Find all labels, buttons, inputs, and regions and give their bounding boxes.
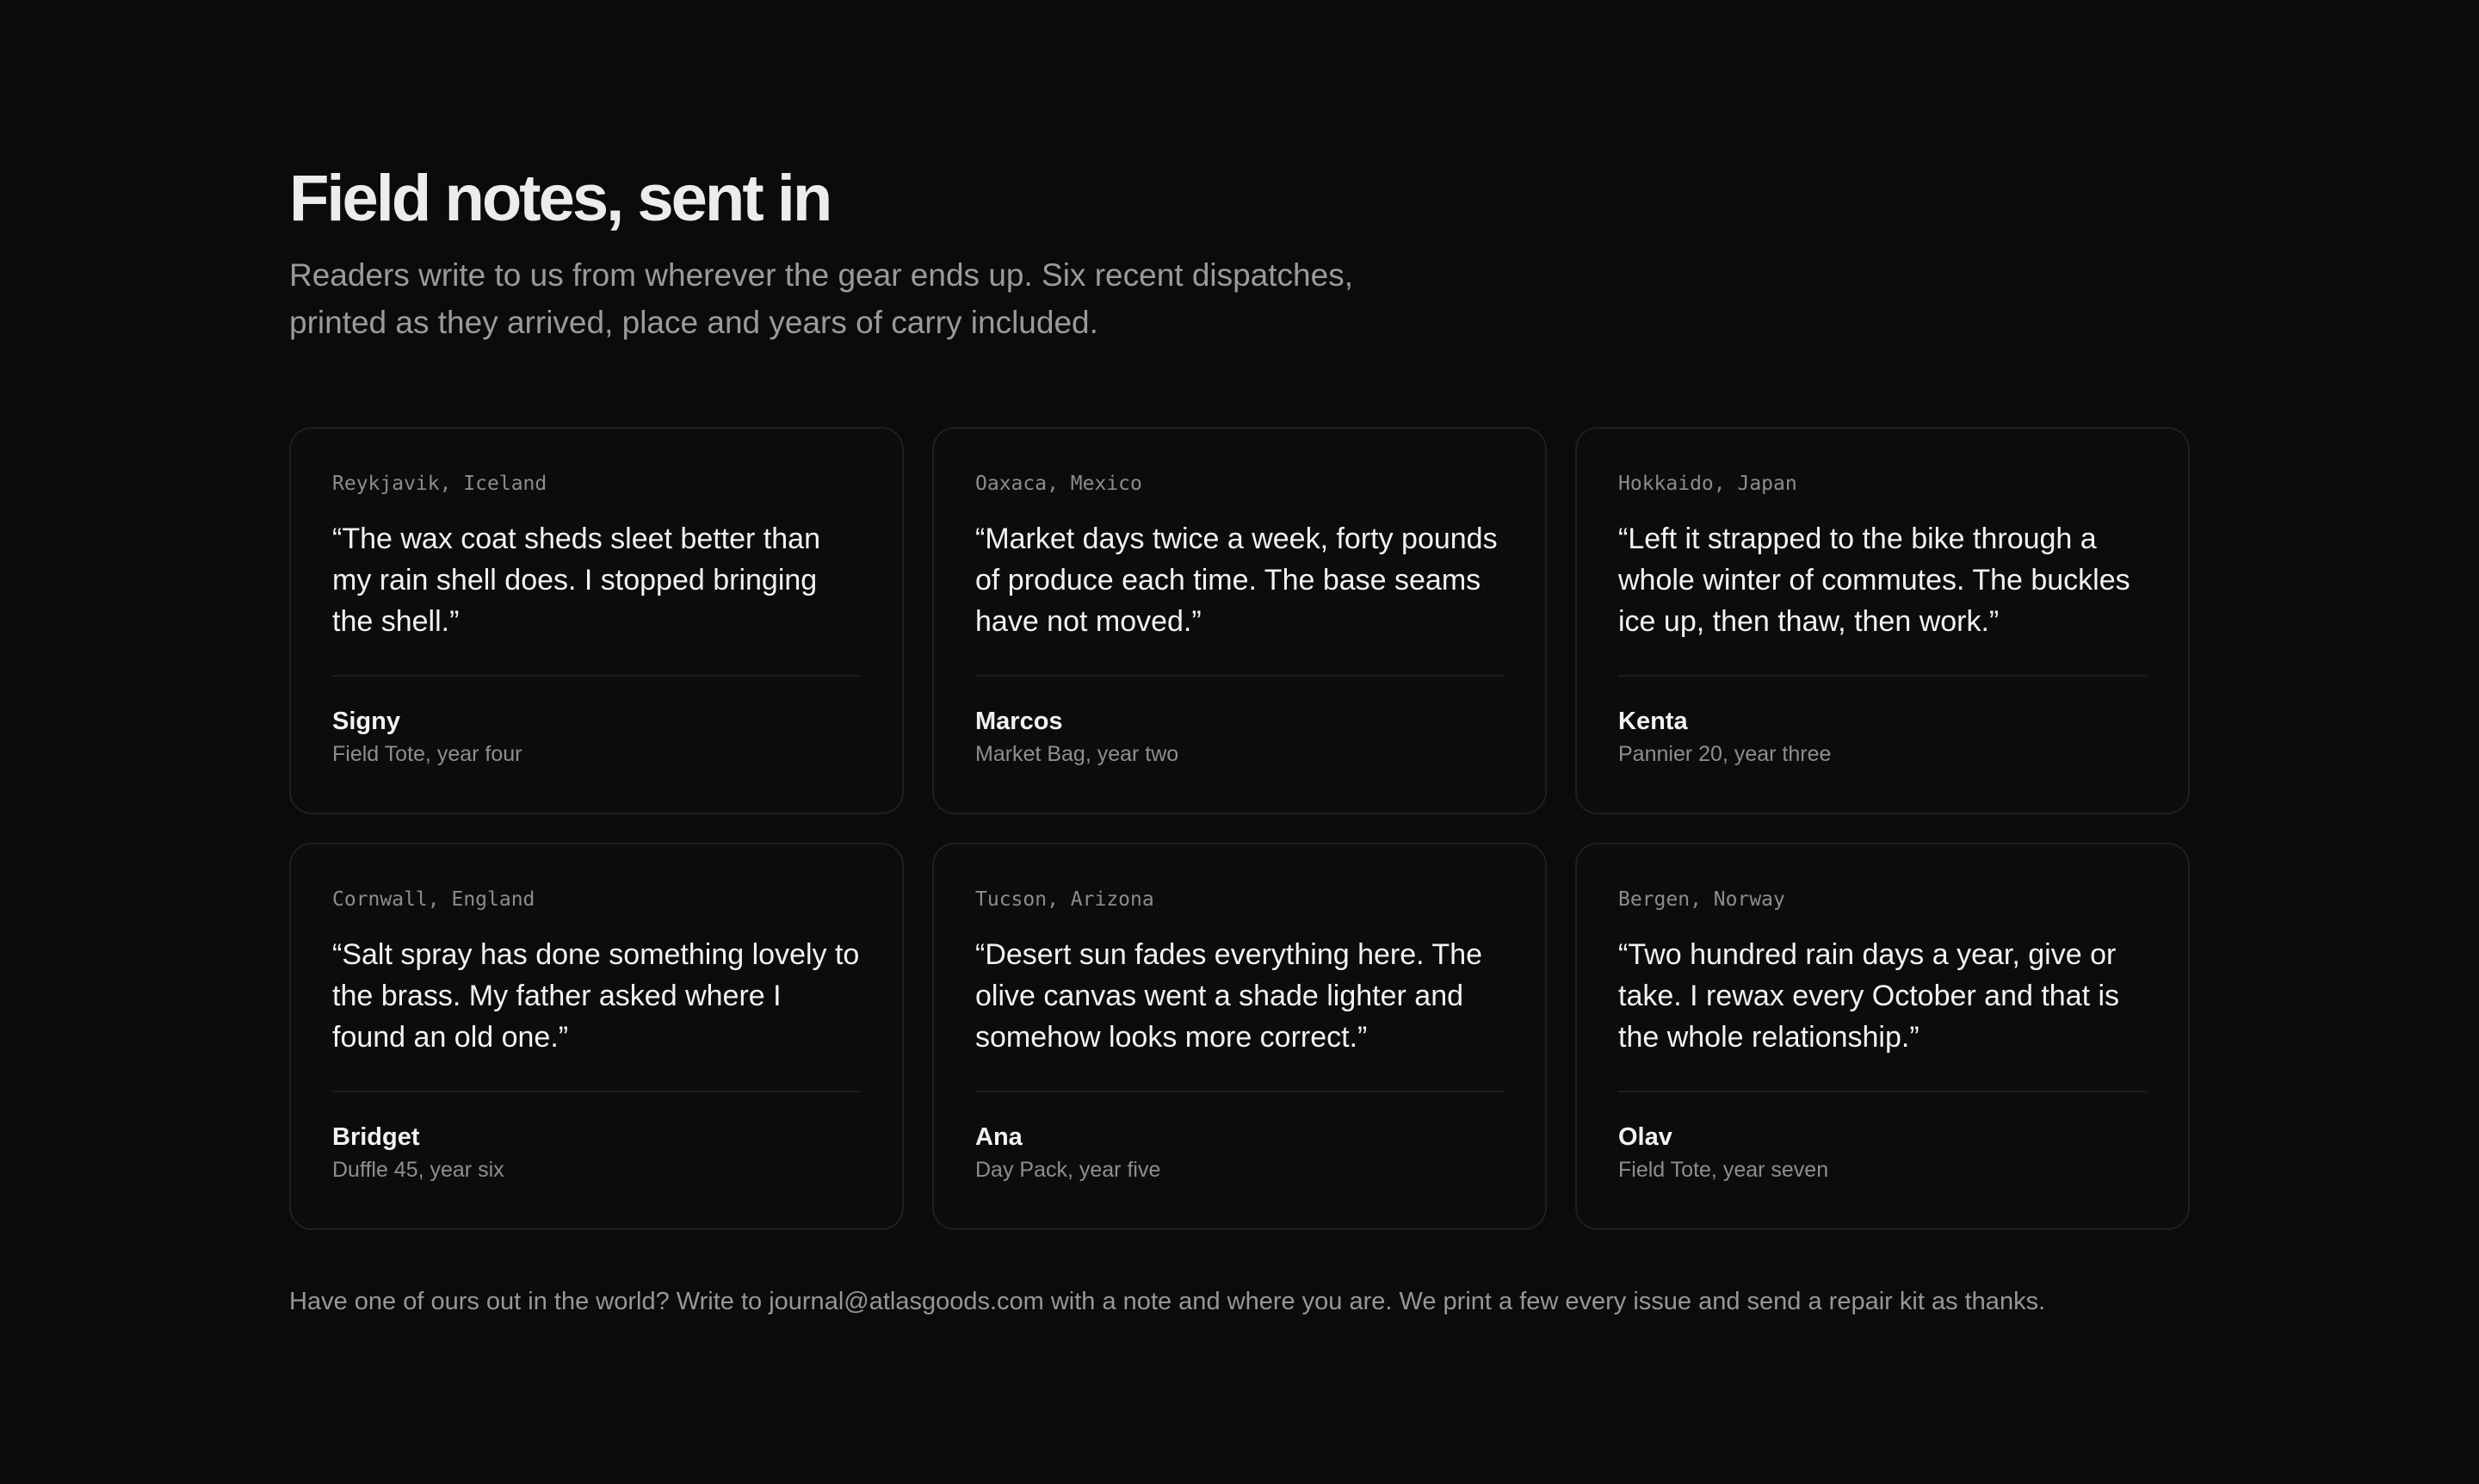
card-divider: [975, 1091, 1504, 1092]
testimonial-card: [932, 843, 1547, 1230]
card-author-detail: Field Tote, year four: [332, 742, 522, 766]
card-location: Oaxaca, Mexico: [975, 473, 1142, 495]
testimonial-card: [932, 427, 1547, 814]
card-quote: “The wax coat sheds sleet better than my rain shell does. I stopped bringing the shell.”: [332, 522, 820, 638]
card-author-detail: Pannier 20, year three: [1618, 742, 1832, 766]
card-divider: [1618, 675, 2147, 677]
card-author-detail: Duffle 45, year six: [332, 1158, 504, 1182]
card-quote: “Desert sun fades everything here. The olive canvas went a shade lighter and somehow looks more correct.”: [975, 938, 1483, 1054]
card-author-name: Olav: [1618, 1123, 1672, 1151]
card-author-name: Kenta: [1618, 708, 1688, 735]
card-location: Bergen, Norway: [1618, 888, 1785, 911]
page-title: Field notes, sent in: [289, 162, 831, 235]
card-divider: [975, 675, 1504, 677]
card-quote: “Left it strapped to the bike through a whole winter of commutes. The buckles ice up, then thaw, then work.”: [1618, 522, 2130, 638]
card-quote: “Two hundred rain days a year, give or take. I rewax every October and that is the whole relationship.”: [1618, 938, 2120, 1054]
testimonial-card: [289, 427, 904, 814]
testimonial-card: [289, 843, 904, 1230]
card-author-name: Ana: [975, 1123, 1023, 1151]
card-location: Tucson, Arizona: [975, 888, 1154, 911]
testimonial-card: [1575, 427, 2190, 814]
card-location: Hokkaido, Japan: [1618, 473, 1797, 495]
card-author-detail: Day Pack, year five: [975, 1158, 1161, 1182]
main-section: [289, 160, 2190, 1182]
card-author-name: Signy: [332, 708, 400, 735]
card-author-detail: Market Bag, year two: [975, 742, 1179, 766]
card-author-name: Bridget: [332, 1123, 420, 1151]
card-quote: “Salt spray has done something lovely to the brass. My father asked where I found an old one.”: [332, 938, 860, 1054]
card-location: Reykjavik, Iceland: [332, 473, 547, 495]
card-divider: [332, 1091, 861, 1092]
card-location: Cornwall, England: [332, 888, 535, 911]
intro-text: Readers write to us from wherever the gear ends up. Six recent dispatches, printed as they arrived, place and years of carry included.: [289, 257, 1353, 340]
card-quote: “Market days twice a week, forty pounds of produce each time. The base seams have not moved.”: [975, 522, 1498, 638]
card-author-name: Marcos: [975, 708, 1063, 735]
card-divider: [332, 675, 861, 677]
card-divider: [1618, 1091, 2147, 1092]
card-author-detail: Field Tote, year seven: [1618, 1158, 1829, 1182]
footer-note: Have one of ours out in the world? Write to journal@atlasgoods.com with a note and where you are. We print a few every issue and send a repair kit as thanks.: [289, 1288, 2046, 1315]
testimonial-card: [1575, 843, 2190, 1230]
testimonial-grid: [289, 427, 2190, 1230]
